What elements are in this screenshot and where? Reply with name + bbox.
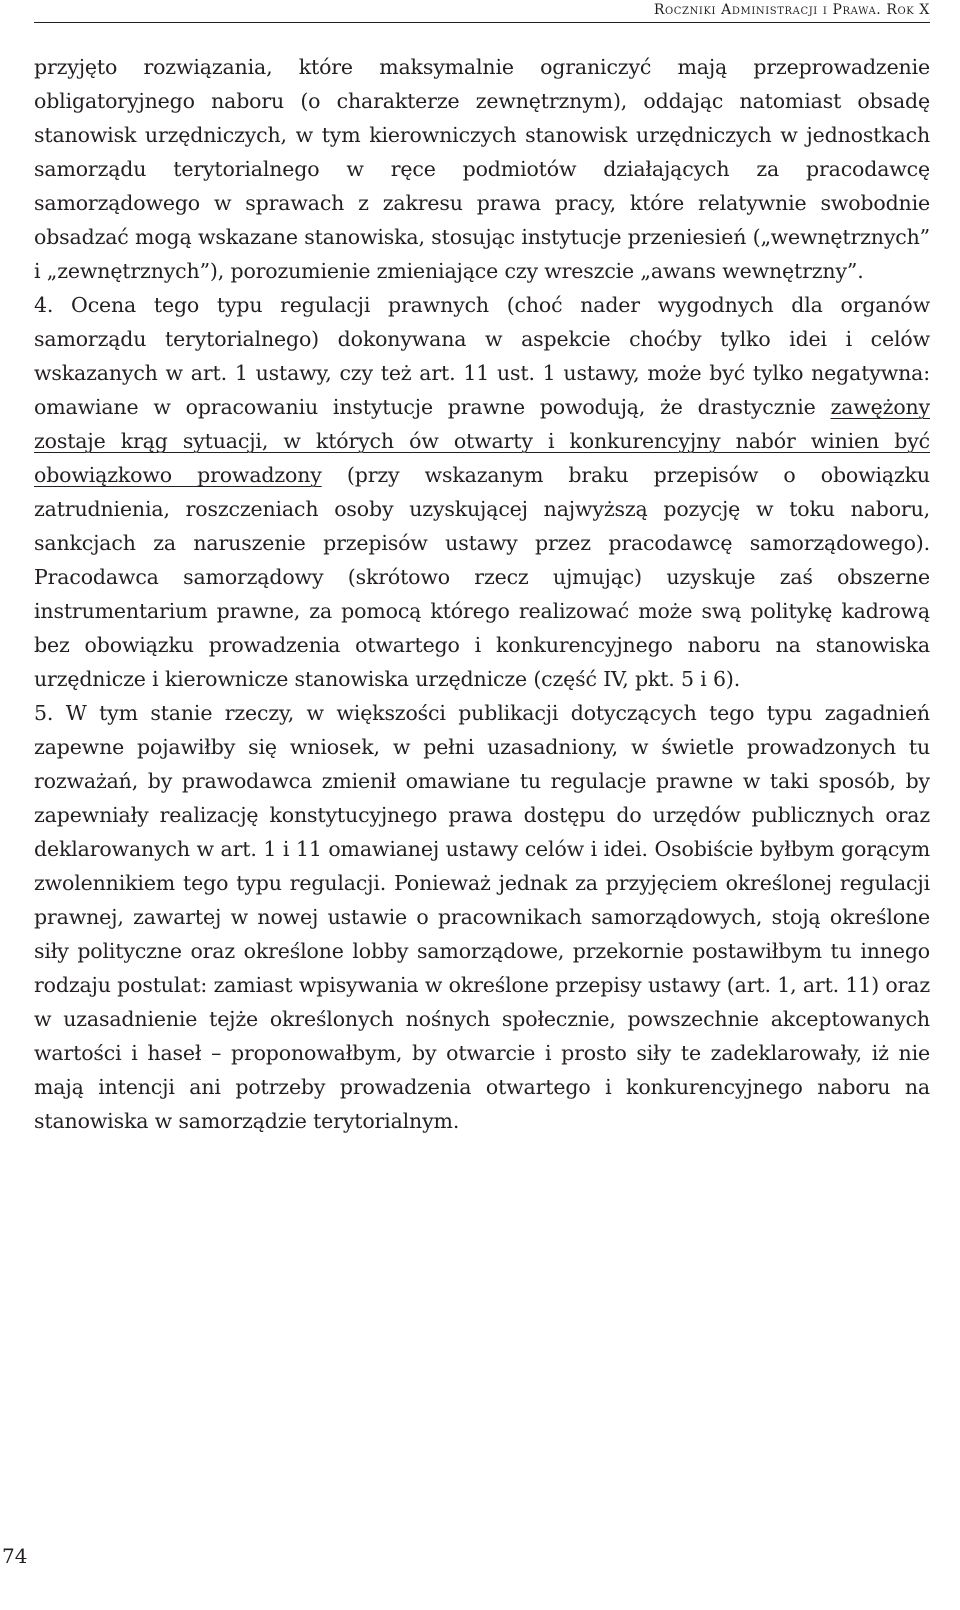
- numbered-paragraph-4: [34, 288, 930, 696]
- body-text: [34, 50, 930, 1138]
- page-number: 74: [2, 1544, 28, 1568]
- item-4-text-after: (przy wskazanym braku przepisów o obowiązku zatrudnienia, roszczeniach osoby uzyskującej najwyższą pozycję w toku naboru, sankcjach za naruszenie przepisów ustawy przez pracodawcę samorządowego). Pracodawca samorządowy (skrótowo rzecz ujmując) uzyskuje zaś obszerne instrumentarium prawne, za pomocą którego realizować może swą politykę kadrową bez obowiązku prowadzenia otwartego i konkurencyjnego naboru na stanowiska urzędnicze i kierownicze stanowiska urzędnicze (część IV, pkt. 5 i 6).: [34, 463, 930, 691]
- item-number: 4.: [34, 293, 54, 317]
- item-4-underlined-text: zawężony zostaje krąg sytuacji, w których ów otwarty i konkurencyjny nabór winien być obowiązkowo prowadzony: [34, 395, 930, 487]
- paragraph-continued: przyjęto rozwiązania, które maksymalnie ograniczyć mają przeprowadzenie obligatoryjnego naboru (o charakterze zewnętrznym), oddając natomiast obsadę stanowisk urzędniczych, w tym kierowniczych stanowisk urzędniczych w jednostkach samorządu terytorialnego w ręce podmiotów działających za pracodawcę samorządowego w sprawach z zakresu prawa pracy, które relatywnie swobodnie obsadzać mogą wskazane stanowiska, stosując instytucje przeniesień („wewnętrznych” i „zewnętrznych”), porozumienie zmieniające czy wreszcie „awans wewnętrzny”.: [34, 55, 930, 283]
- item-5-text: W tym stanie rzeczy, w większości publikacji dotyczących tego typu zagadnień zapewne pojawiłby się wniosek, w pełni uzasadniony, w świetle prowadzonych tu rozważań, by prawodawca zmienił omawiane tu regulacje prawne w taki sposób, by zapewniały realizację konstytucyjnego prawa dostępu do urzędów publicznych oraz deklarowanych w art. 1 i 11 omawianej ustawy celów i idei. Osobiście byłbym gorącym zwolennikiem tego typu regulacji. Ponieważ jednak za przyjęciem określonej regulacji prawnej, zawartej w nowej ustawie o pracownikach samorządowych, stoją określone siły polityczne oraz określone lobby samorządowe, przekornie postawiłbym tu innego rodzaju postulat: zamiast wpisywania w określone przepisy ustawy (art. 1, art. 11) oraz w uzasadnienie tejże określonych nośnych społecznie, powszechnie akceptowanych wartości i haseł – proponowałbym, by otwarcie i prosto siły te zadeklarowały, iż nie mają intencji ani potrzeby prowadzenia otwartego i konkurencyjnego naboru na stanowiska w samorządzie terytorialnym.: [34, 701, 930, 1133]
- item-4-text-before: Ocena tego typu regulacji prawnych (choć nader wygodnych dla organów samorządu terytorialnego) dokonywana w aspekcie choćby tylko idei i celów wskazanych w art. 1 ustawy, czy też art. 11 ust. 1 ustawy, może być tylko negatywna: omawiane w opracowaniu instytucje prawne powodują, że drastycznie: [34, 293, 930, 419]
- running-title: Roczniki Administracji i Prawa. Rok X: [653, 2, 930, 18]
- running-header: [34, 0, 930, 23]
- numbered-paragraph-5: [34, 696, 930, 1138]
- item-number: 5.: [34, 701, 54, 725]
